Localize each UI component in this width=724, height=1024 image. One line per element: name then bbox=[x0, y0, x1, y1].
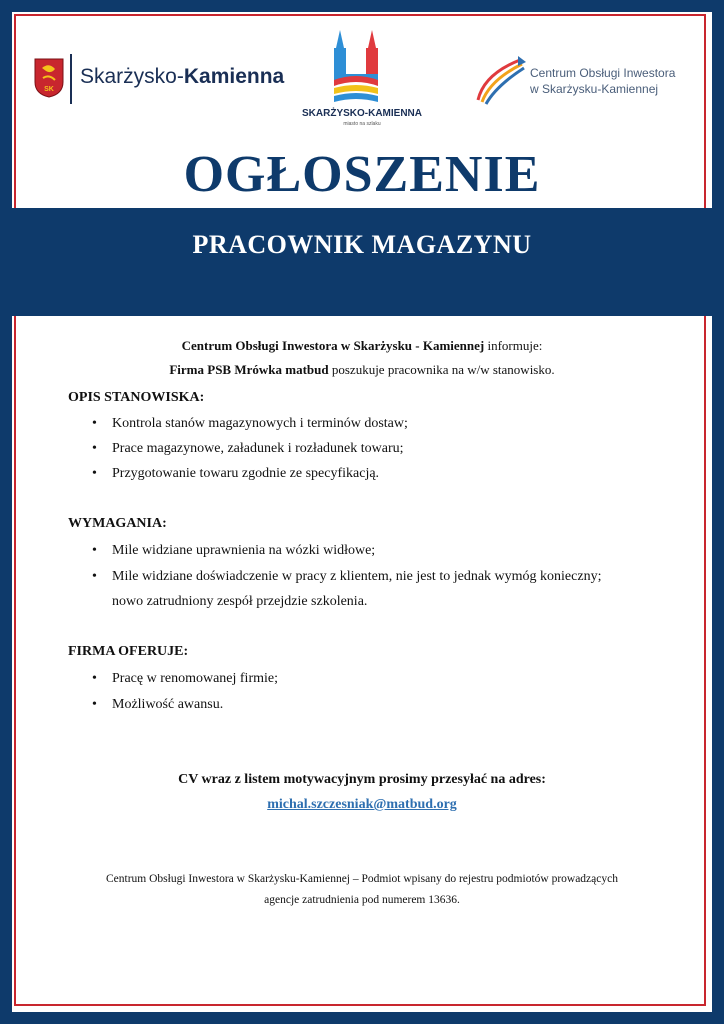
section-title-oferuje: FIRMA OFERUJE: bbox=[68, 644, 189, 659]
list-item: • Kontrola stanów magazynowych i terminów dostaw; bbox=[92, 416, 408, 431]
coi-name-line2: w Skarżysku-Kamiennej bbox=[530, 82, 659, 96]
section-title-wymagania: WYMAGANIA: bbox=[68, 516, 167, 531]
church-towers-icon bbox=[292, 28, 432, 108]
city-crest-icon bbox=[34, 58, 64, 98]
logo-city-name: Skarżysko-Kamienna bbox=[80, 65, 285, 88]
logo-divider bbox=[70, 54, 72, 104]
footer-line-1: Centrum Obsługi Inwestora w Skarżysku-Kamiennej – Podmiot wpisany do rejestru podmiotów prowadzących bbox=[106, 873, 618, 885]
headline: OGŁOSZENIE bbox=[183, 146, 541, 203]
email-line bbox=[0, 797, 724, 813]
list-item: • Mile widziane uprawnienia na wózki widłowe; bbox=[92, 543, 376, 558]
rocket-swoosh-icon bbox=[474, 54, 526, 108]
logo-caption: SKARŻYSKO-KAMIENNA bbox=[302, 108, 422, 119]
list-item-continuation: nowo zatrudniony zespół przejdzie szkolenia. bbox=[112, 594, 368, 609]
logo-city-brand bbox=[292, 28, 432, 128]
logo-tagline: miasto na szlaku bbox=[343, 121, 381, 127]
intro-line-1: Centrum Obsługi Inwestora w Skarżysku - Kamiennej informuje: bbox=[181, 338, 543, 353]
email-link[interactable]: michal.szczesniak@matbud.org bbox=[267, 797, 457, 812]
job-title: PRACOWNIK MAGAZYNU bbox=[192, 230, 532, 259]
intro-line-2: Firma PSB Mrówka matbud poszukuje pracownika na w/w stanowisko. bbox=[169, 362, 555, 377]
list-item: • Możliwość awansu. bbox=[92, 697, 224, 712]
footer-line-2: agencje zatrudnienia pod numerem 13636. bbox=[264, 894, 460, 906]
logo-skarzysko-kamienna bbox=[34, 54, 284, 108]
list-item: • Przygotowanie towaru zgodnie ze specyfikacją. bbox=[92, 466, 380, 481]
coi-name-line1: Centrum Obsługi Inwestora bbox=[530, 66, 676, 80]
title-banner bbox=[0, 208, 724, 316]
list-item: • Prace magazynowe, załadunek i rozładunek towaru; bbox=[92, 441, 404, 456]
logo-coi bbox=[474, 54, 694, 108]
list-item: • Pracę w renomowanej firmie; bbox=[92, 671, 278, 686]
svg-text:SK: SK bbox=[44, 86, 54, 93]
section-title-opis: OPIS STANOWISKA: bbox=[68, 390, 205, 405]
cv-instruction: CV wraz z listem motywacyjnym prosimy przesyłać na adres: bbox=[178, 772, 546, 787]
list-item: • Mile widziane doświadczenie w pracy z klientem, nie jest to jednak wymóg konieczny; bbox=[92, 569, 602, 584]
